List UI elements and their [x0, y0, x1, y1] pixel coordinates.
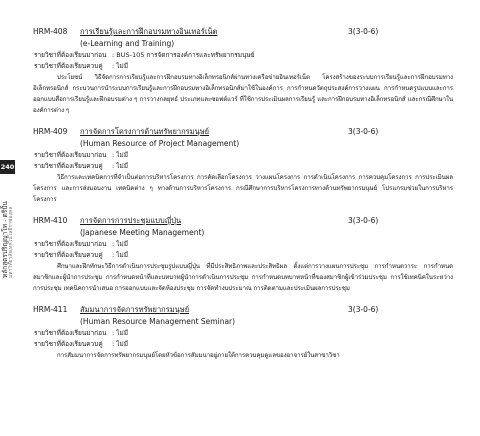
prerequisite-value: : BUS-105 การจัดการองค์การและทรัพยากรมนุษย์ [112, 51, 255, 59]
course-description: ศึกษาและฝึกทักษะวิธีการดำเนินการประชุมรูปแบบญี่ปุ่น ที่มีประสิทธิภาพและประสิทธิผล ตั้งแต่การวางแผนการประชุม การกำหนดวาระ การกำหนดสมาชิกและผู้นำการประชุม การกำหนดหน้าที่และบทบาทผู้นำการดำเนินการประชุม การกำหนดบทบาทหน้าที่ของสมาชิกผู้เข้าร่วมประชุม การใช้เทคนิคในระหว่างการประชุม เทคนิคการนำเสนอ การออกแบบและจัดห้องประชุม การจัดทำงบประมาณ การติดตามและประเมินผลการประชุม [33, 263, 453, 292]
corequisite-label: รายวิชาที่ต้องเรียนควบคู่ [34, 340, 103, 348]
prerequisite-value: : ไม่มี [112, 329, 129, 337]
course-entry [33, 26, 453, 116]
prerequisite-row [33, 239, 453, 250]
course-code: HRM-409 [33, 127, 68, 136]
course-code: HRM-410 [33, 216, 68, 225]
prerequisite-row [33, 328, 453, 339]
prerequisite-value: : ไม่มี [112, 240, 129, 248]
course-entry [33, 126, 453, 205]
corequisite-row [33, 161, 453, 172]
course-list [33, 26, 453, 371]
prerequisite-label: รายวิชาที่ต้องเรียนมาก่อน [34, 51, 107, 59]
course-title-th: สัมมนาการจัดการทรัพยากรมนุษย์ [80, 305, 190, 314]
course-description: วิธีการและเทคนิคการที่จำเป็นต่อการบริหารโครงการ การคัดเลือกโครงการ วางแผนโครงการ การดำเนินโครงการ การควบคุมโครงการ การประเมินผลโครงการ และการส่งมอบงาน เทคนิคต่าง ๆ ทางด้านการบริหารโครงการ กรณีศึกษาการบริหารโครงการทางด้านทรัพยากรมนุษย์ โปรแกรมช่วยในการบริหารโครงการ [33, 174, 453, 203]
course-description: ประโยชน์ วิธีจัดการการเรียนรู้และการฝึกอบรมทางอิเล็กทรอนิกส์ผ่านทางเครือข่ายอินเทอร์เน็ต โครงสร้างของระบบการเรียนรู้และการฝึกอบรมทางอิเล็กทรอนิกส์ กระบวนการนำระบบการเรียนรู้และการฝึกอบรมทางอิเล็กทรอนิกส์มาใช้ในองค์การ การกำหนดวัตถุประสงค์การวางแผน การกำหนดรูปแบบและการออกแบบสื่อการเรียนรู้และฝึกอบรมต่าง ๆ การวางกลยุทธ์ ประเภทและซอฟต์แวร์ ที่ใช้การประเมินผลการเรียนรู้ และการฝึกอบรมทางอิเล็กทรอนิกส์ และกรณีศึกษาในองค์การต่าง ๆ [33, 74, 453, 114]
course-code: HRM-411 [33, 305, 68, 314]
corequisite-row [33, 61, 453, 72]
side-tab-subtitle: มหาวิทยาลัยเทคโนโลยีราชมงคล [8, 206, 14, 278]
prerequisite-label: รายวิชาที่ต้องเรียนมาก่อน [34, 240, 107, 248]
corequisite-value: : ไม่มี [112, 162, 129, 170]
course-title-en: (Human Resource Management Seminar) [80, 317, 236, 326]
corequisite-row [33, 339, 453, 350]
course-heading [33, 304, 453, 316]
prerequisite-row [33, 150, 453, 161]
side-tab [0, 160, 15, 280]
corequisite-value: : ไม่มี [112, 62, 129, 70]
course-title-th: การจัดการโครงการด้านทรัพยากรมนุษย์ [80, 127, 210, 136]
course-heading [33, 26, 453, 38]
course-title-en: (Japanese Meeting Management) [80, 228, 205, 237]
course-credits: 3(3-0-6) [348, 216, 379, 225]
course-code: HRM-408 [33, 27, 68, 36]
corequisite-label: รายวิชาที่ต้องเรียนควบคู่ [34, 62, 103, 70]
course-entry [33, 215, 453, 294]
corequisite-label: รายวิชาที่ต้องเรียนควบคู่ [34, 162, 103, 170]
prerequisite-label: รายวิชาที่ต้องเรียนมาก่อน [34, 329, 107, 337]
course-entry [33, 304, 453, 361]
side-tab-label [2, 178, 14, 278]
course-title-th: การเรียนรู้และการฝึกอบรมทางอินเทอร์เน็ต [80, 27, 218, 36]
course-description: การสัมมนาการจัดการทรัพยากรมนุษย์โดยหัวข้อการสัมมนาอยู่ภายใต้การควบคุมดูแลของอาจารย์ในสาขาวิชา [57, 352, 340, 359]
prerequisite-label: รายวิชาที่ต้องเรียนมาก่อน [34, 151, 107, 159]
course-credits: 3(3-0-6) [348, 27, 379, 36]
course-title-en: (e-Learning and Training) [80, 39, 175, 48]
prerequisite-row [33, 50, 453, 61]
course-credits: 3(3-0-6) [348, 127, 379, 136]
prerequisite-value: : ไม่มี [112, 151, 129, 159]
corequisite-row [33, 250, 453, 261]
course-heading [33, 215, 453, 227]
corequisite-label: รายวิชาที่ต้องเรียนควบคู่ [34, 251, 103, 259]
course-credits: 3(3-0-6) [348, 305, 379, 314]
course-title-en: (Human Resource of Project Management) [80, 139, 240, 148]
corequisite-value: : ไม่มี [112, 251, 129, 259]
course-title-th: การจัดการการประชุมแบบญี่ปุ่น [80, 216, 182, 225]
page-number: 240 [0, 160, 15, 174]
side-tab-title: หลักสูตรปริญญาโท - ตรีปั้น [1, 201, 9, 278]
course-heading [33, 126, 453, 138]
corequisite-value: : ไม่มี [112, 340, 129, 348]
